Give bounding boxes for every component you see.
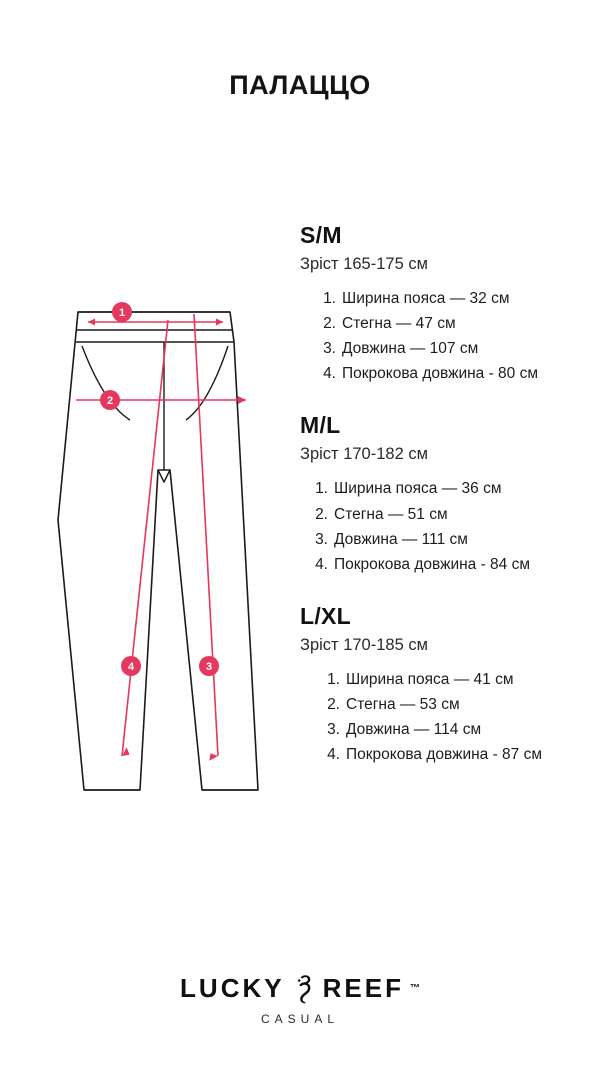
measurement-text: Покрокова довжина - 80 см: [342, 365, 539, 383]
measurement-index: 3.: [323, 340, 336, 358]
svg-text:1: 1: [118, 307, 126, 319]
measurement-text: Покрокова довжина - 84 см: [334, 555, 531, 573]
page-title: ПАЛАЦЦО: [229, 70, 371, 100]
trademark-symbol: ™: [409, 983, 420, 994]
measurement-text: Ширина пояса — 41 см: [346, 670, 514, 688]
measurement-index: 3.: [327, 721, 340, 739]
measurement-text: Ширина пояса — 36 см: [334, 480, 502, 498]
list-item: [306, 552, 590, 577]
measurement-index: 2.: [315, 505, 328, 523]
size-height: Зріст 170-185 см: [300, 635, 428, 654]
marker-2: [100, 390, 120, 410]
marker-4: [121, 656, 141, 676]
marker-badges: [100, 302, 219, 676]
list-item: [306, 527, 590, 552]
brand-name-left: LUCKY: [180, 973, 285, 1003]
list-item: [318, 667, 590, 692]
size-name: L/XL: [300, 602, 352, 629]
footer: [0, 973, 600, 1026]
measurement-index: 4.: [323, 365, 336, 383]
size-height: Зріст 170-182 см: [300, 445, 428, 464]
marker-1: [112, 302, 132, 322]
measurement-text: Стегна — 53 см: [346, 695, 460, 713]
measurement-index: 2.: [327, 695, 340, 713]
size-height: Зріст 165-175 см: [300, 255, 428, 273]
measurement-list: [300, 476, 590, 576]
measurement-text: Покрокова довжина - 87 см: [346, 746, 543, 764]
measurement-text: Довжина — 114 см: [346, 721, 482, 739]
measurement-index: 3.: [315, 530, 328, 548]
measurement-text: Довжина — 107 см: [342, 340, 479, 358]
measurement-index: 4.: [315, 555, 328, 573]
size-name: M/L: [300, 412, 341, 439]
measurement-text: Довжина — 111 см: [334, 530, 468, 548]
list-item: [318, 742, 590, 767]
list-item: [314, 336, 590, 361]
list-item: [314, 361, 590, 386]
list-item: [318, 717, 590, 742]
size-block-sm: [300, 222, 590, 386]
list-item: [306, 502, 590, 527]
svg-text:2: 2: [106, 395, 114, 407]
pants-outline: [58, 312, 258, 790]
measurement-index: 4.: [327, 746, 340, 764]
brand-tagline: CASUAL: [260, 1012, 340, 1026]
measurement-index: 1.: [327, 670, 340, 688]
measurement-text: Стегна — 47 см: [342, 315, 456, 333]
size-chart: [300, 222, 590, 793]
size-block-lxl: [300, 603, 590, 767]
pants-measurement-diagram: [18, 270, 288, 810]
measurement-text: Ширина пояса — 32 см: [342, 290, 510, 307]
brand-logo: [180, 973, 420, 1004]
size-name: S/M: [300, 222, 342, 248]
measurement-list: [300, 667, 590, 767]
list-item: [318, 692, 590, 717]
measurement-index: 1.: [323, 290, 336, 307]
list-item: [314, 286, 590, 311]
size-block-ml: [300, 412, 590, 576]
marker-3: [199, 656, 219, 676]
measurement-arrows: [76, 314, 246, 761]
measurement-list: [300, 286, 590, 386]
brand-name-right: REEF: [322, 973, 404, 1003]
list-item: [306, 476, 590, 501]
measurement-index: 1.: [315, 480, 328, 498]
svg-text:3: 3: [205, 661, 213, 673]
measurement-index: 2.: [323, 315, 336, 333]
svg-text:4: 4: [127, 661, 135, 673]
seahorse-icon: [295, 974, 313, 1004]
measurement-text: Стегна — 51 см: [334, 505, 448, 523]
list-item: [314, 311, 590, 336]
